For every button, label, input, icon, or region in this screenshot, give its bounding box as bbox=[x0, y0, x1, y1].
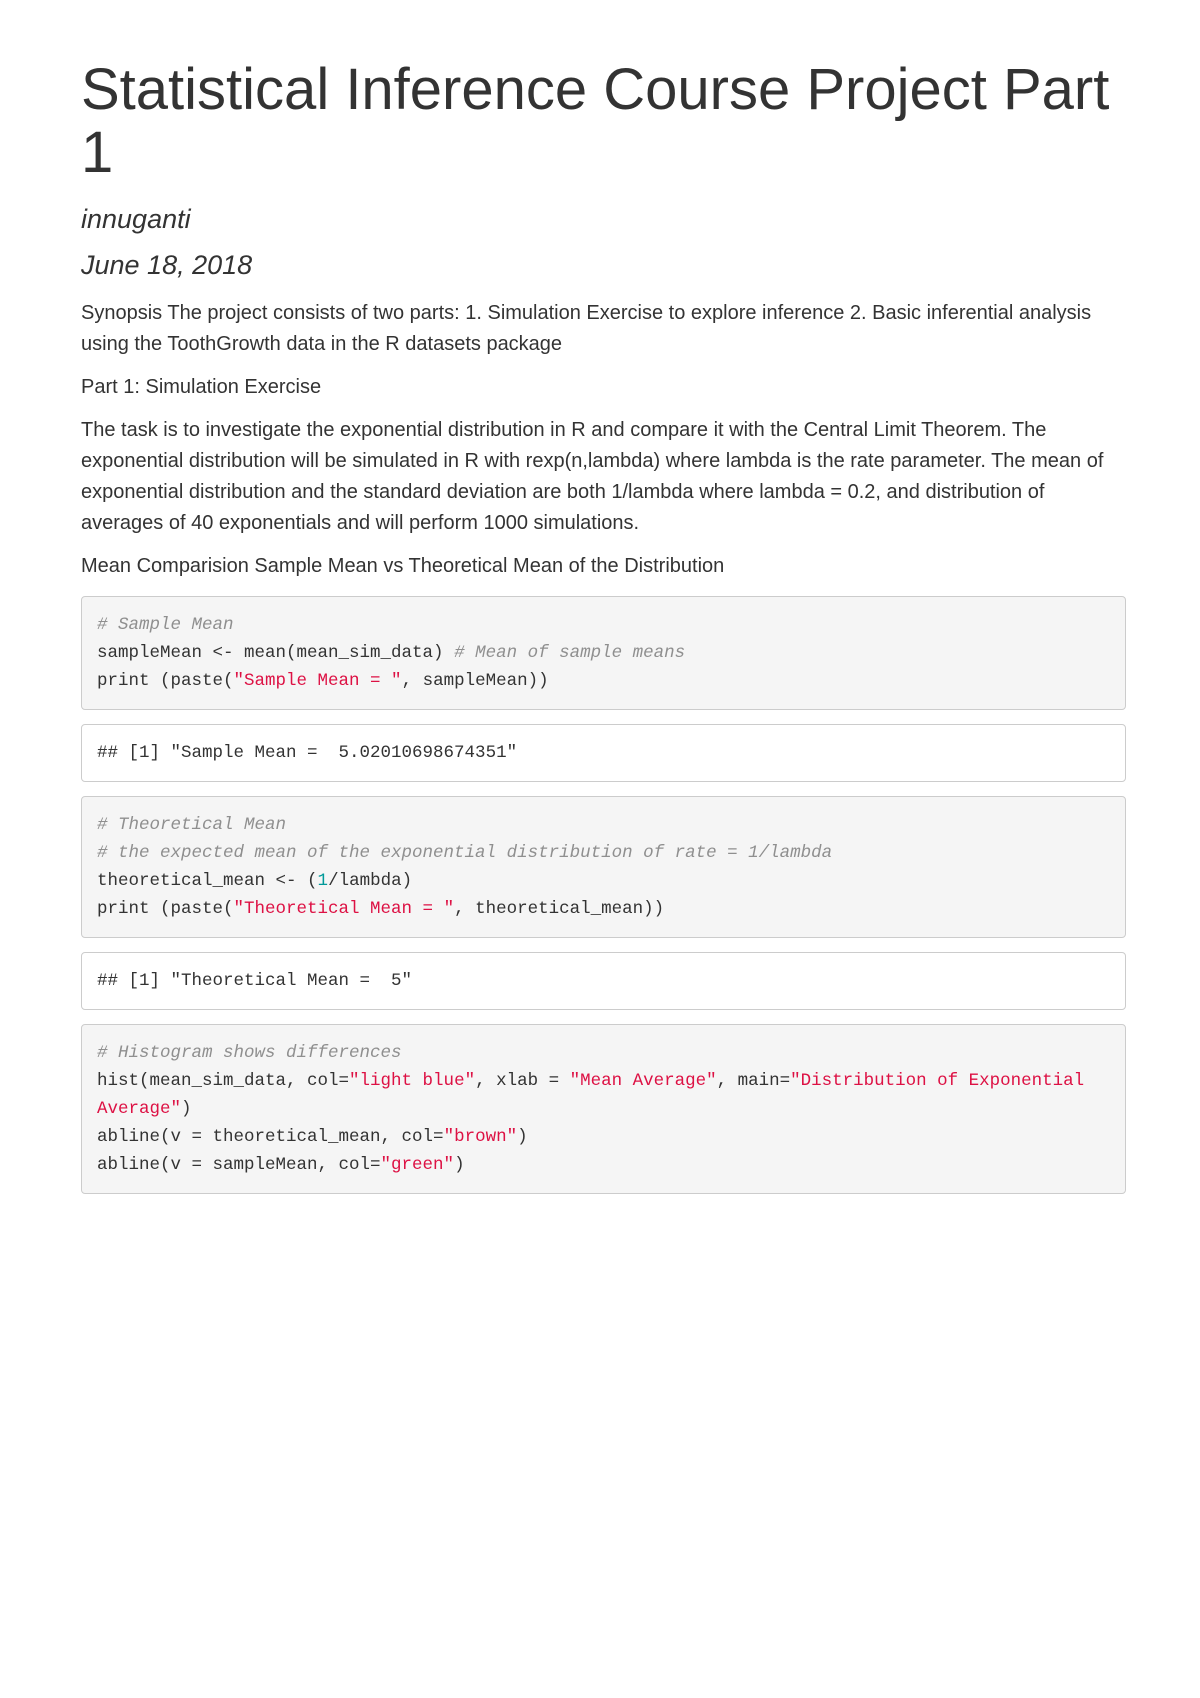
code-comment: # Theoretical Mean bbox=[97, 815, 287, 835]
code-text: print (paste( bbox=[97, 899, 234, 919]
code-text: theoretical_mean <- ( bbox=[97, 871, 318, 891]
author: innuganti bbox=[81, 204, 191, 234]
code-text: hist(mean_sim_data, col= bbox=[97, 1071, 350, 1091]
code-comment: # Histogram shows differences bbox=[97, 1043, 402, 1063]
synopsis-paragraph: Synopsis The project consists of two parts: 1. Simulation Exercise to explore inference 2. Basic inferential analysis using the ToothGrowth data in the R datasets package bbox=[81, 302, 1092, 355]
code-string: "light blue" bbox=[349, 1071, 476, 1091]
code-text: /lambda) bbox=[328, 871, 413, 891]
code-block-histogram bbox=[81, 1024, 1126, 1194]
code-text: print (paste( bbox=[97, 671, 234, 691]
code-text: abline(v = theoretical_mean, col= bbox=[97, 1127, 444, 1147]
document bbox=[81, 0, 1126, 1194]
code-text: sampleMean <- mean(mean_sim_data) bbox=[97, 643, 455, 663]
task-paragraph: The task is to investigate the exponential distribution in R and compare it with the Central Limit Theorem. The exponential distribution will be simulated in R with rexp(n,lambda) where lambda is the rate parameter. The mean of exponential distribution and the standard deviation are both 1/lambda where lambda = 0.2, and distribution of averages of 40 exponentials and will perform 1000 simulations. bbox=[81, 419, 1104, 534]
code-text: ) bbox=[454, 1155, 465, 1175]
code-string: "brown" bbox=[443, 1127, 518, 1147]
code-block-sample-mean bbox=[81, 596, 1126, 710]
code-string: "Mean Average" bbox=[569, 1071, 717, 1091]
code-text: , theoretical_mean)) bbox=[454, 899, 665, 919]
code-comment: # Mean of sample means bbox=[454, 643, 686, 663]
code-text: ) bbox=[517, 1127, 528, 1147]
code-text: abline(v = sampleMean, col= bbox=[97, 1155, 381, 1175]
code-text: , main= bbox=[716, 1071, 791, 1091]
page-title: Statistical Inference Course Project Part 1 bbox=[81, 57, 1110, 185]
code-comment: # the expected mean of the exponential distribution of rate = 1/lambda bbox=[97, 843, 833, 863]
code-block-theoretical-mean bbox=[81, 796, 1126, 938]
output-sample-mean: ## [1] "Sample Mean = 5.02010698674351" bbox=[81, 724, 1126, 782]
code-text: , sampleMean)) bbox=[401, 671, 549, 691]
comparison-paragraph: Mean Comparision Sample Mean vs Theoretical Mean of the Distribution bbox=[81, 555, 725, 577]
code-string: "Theoretical Mean = " bbox=[233, 899, 455, 919]
code-number: 1 bbox=[317, 871, 329, 891]
code-string: "Sample Mean = " bbox=[233, 671, 402, 691]
code-string: "green" bbox=[380, 1155, 455, 1175]
code-string: "Distribution of Exponential Average" bbox=[97, 1071, 1095, 1119]
output-theoretical-mean: ## [1] "Theoretical Mean = 5" bbox=[81, 952, 1126, 1010]
date: June 18, 2018 bbox=[81, 250, 253, 280]
code-comment: # Sample Mean bbox=[97, 615, 234, 635]
code-text: ) bbox=[181, 1099, 192, 1119]
code-text: , xlab = bbox=[475, 1071, 570, 1091]
part1-heading: Part 1: Simulation Exercise bbox=[81, 376, 322, 398]
